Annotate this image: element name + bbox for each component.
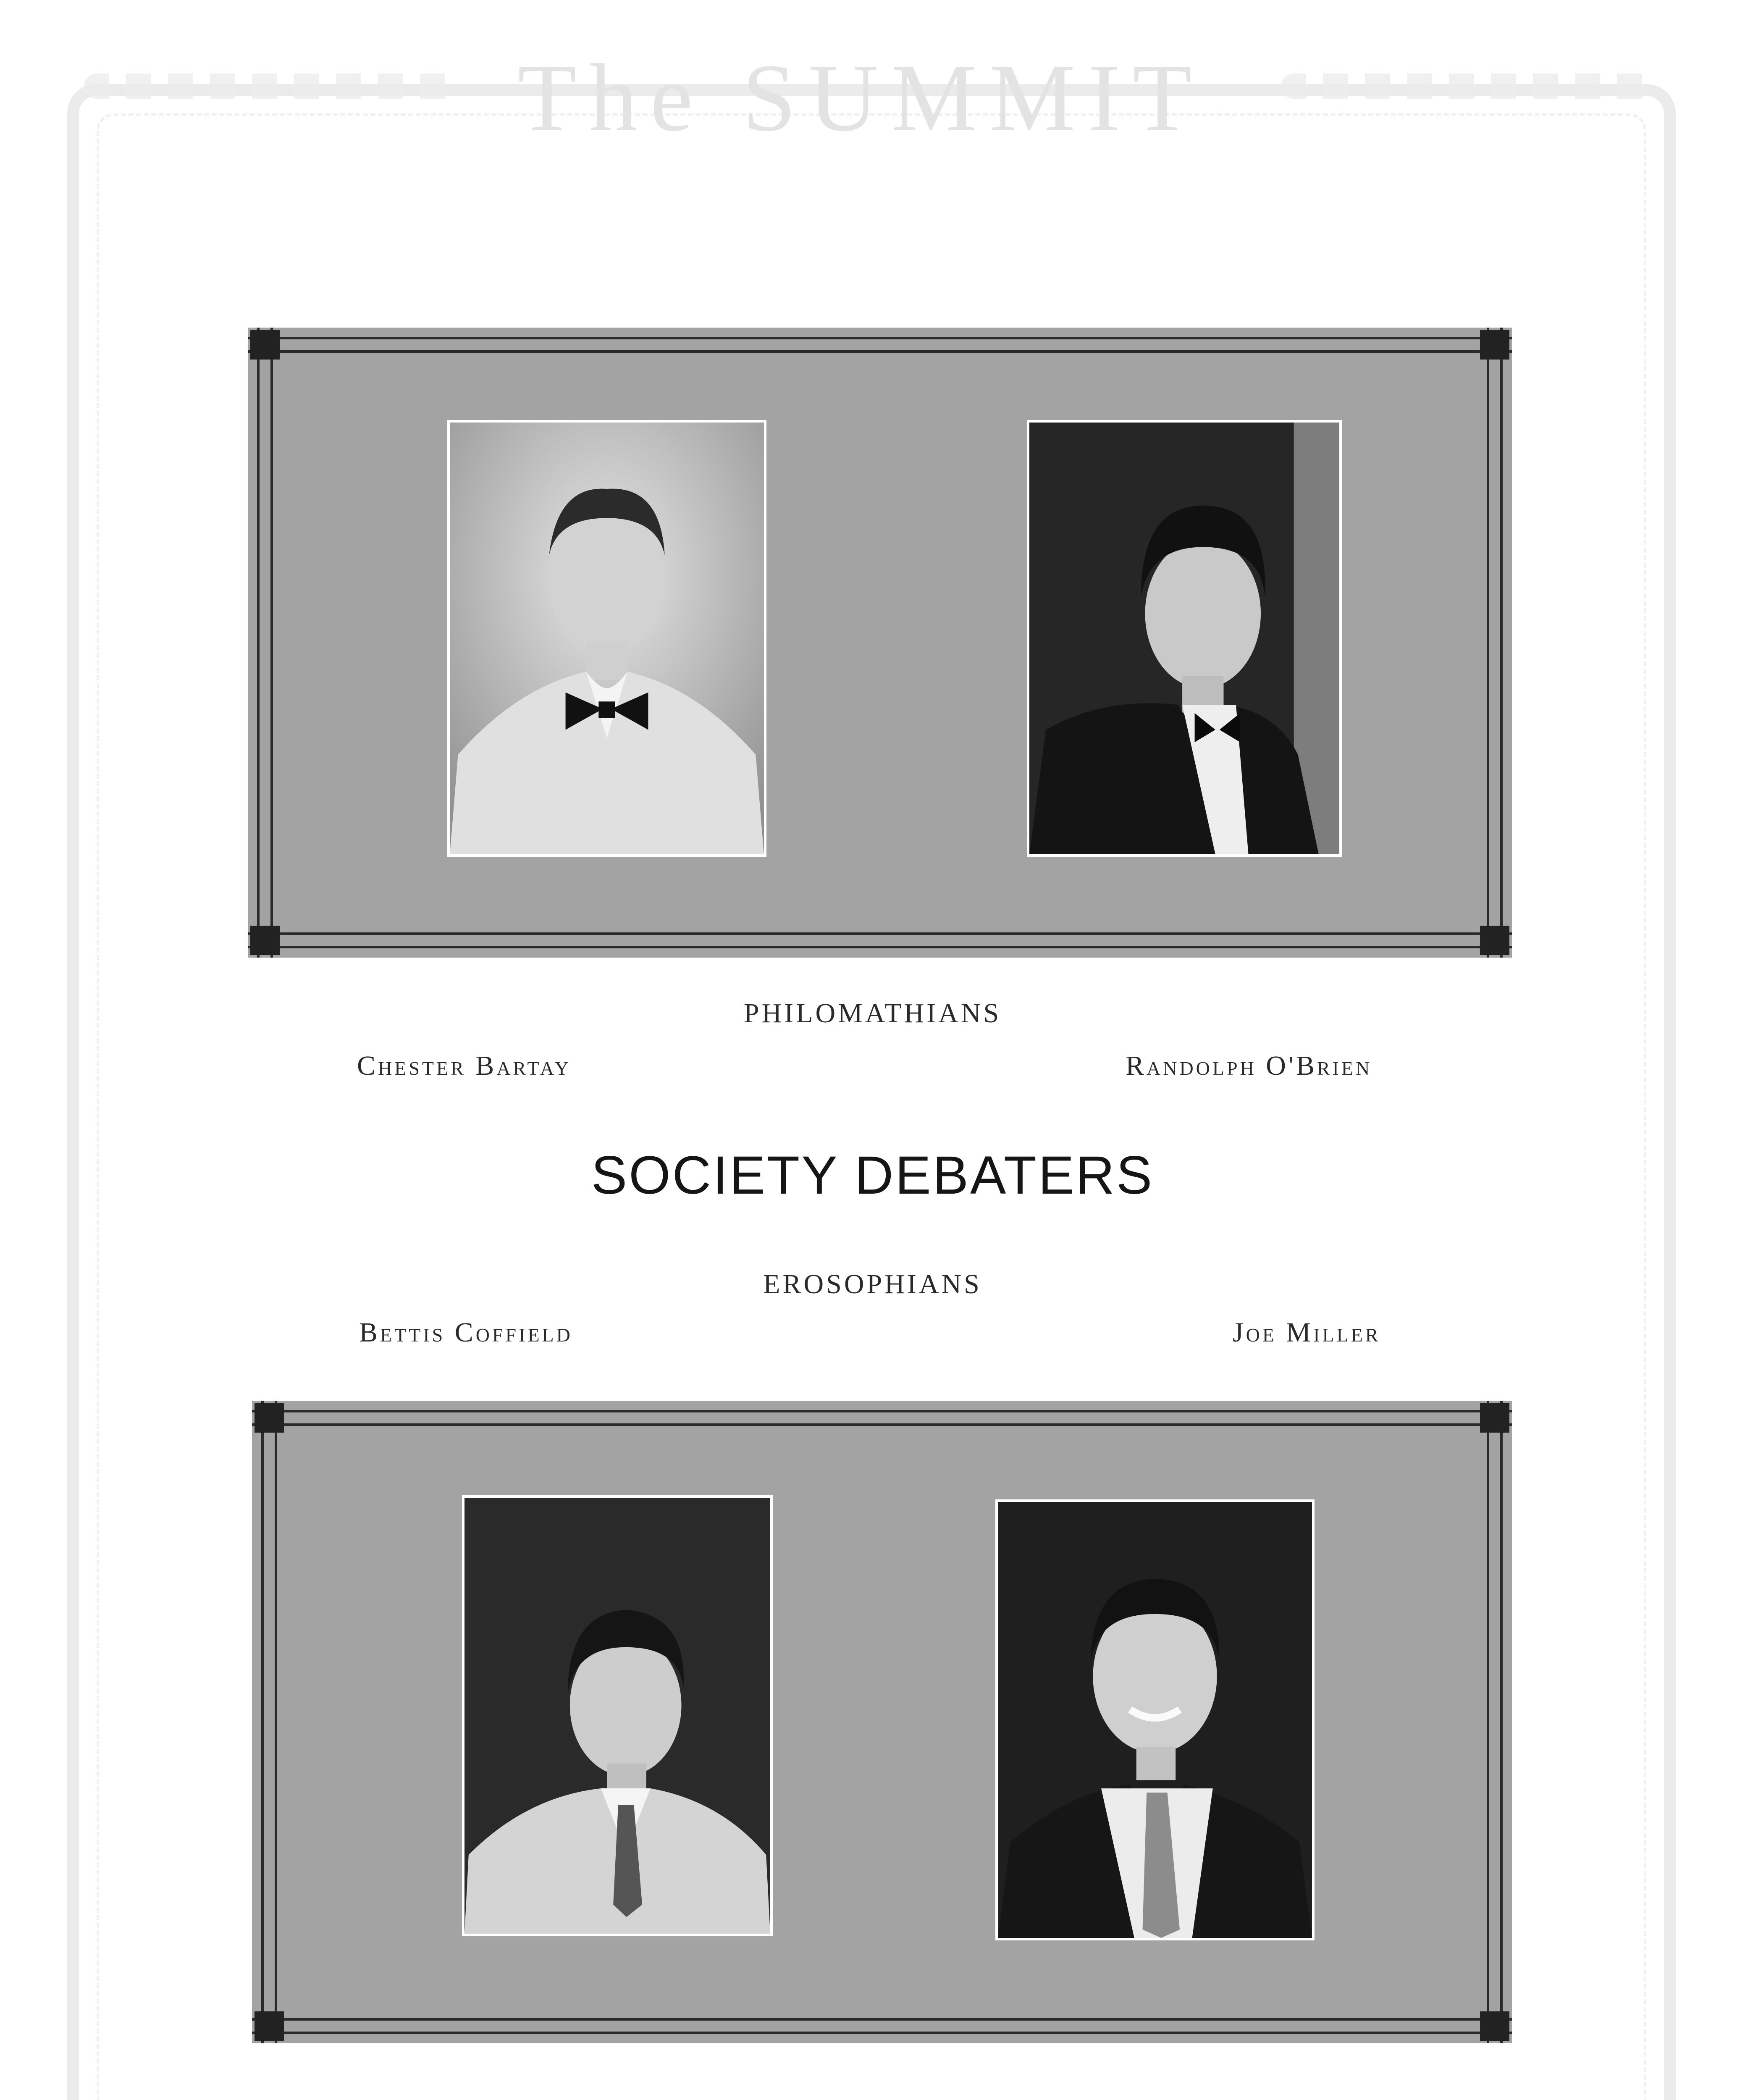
top-photo-panel bbox=[248, 328, 1512, 958]
corner-ornament-icon bbox=[1480, 2011, 1509, 2041]
corner-ornament-icon bbox=[1480, 926, 1509, 955]
group-label-erosophians: EROSOPHIANS bbox=[763, 1269, 982, 1299]
corner-ornament-icon bbox=[250, 330, 280, 360]
panel-rule bbox=[248, 350, 1512, 353]
group-label-philomathians: PHILOMATHIANS bbox=[743, 998, 1002, 1029]
panel-rule bbox=[270, 328, 273, 958]
panel-rule bbox=[248, 946, 1512, 948]
panel-rule bbox=[275, 1401, 277, 2043]
panel-rule bbox=[1487, 328, 1489, 958]
panel-rule bbox=[261, 1401, 264, 2043]
panel-rule bbox=[252, 2032, 1512, 2034]
name-randolph-obrien: Randolph O'Brien bbox=[1126, 1050, 1372, 1081]
portrait-photo-bettis-coffield bbox=[462, 1495, 773, 1936]
corner-ornament-icon bbox=[255, 1403, 284, 1433]
bottom-photo-panel bbox=[252, 1401, 1512, 2043]
portrait-photo-joe-miller bbox=[995, 1499, 1315, 1940]
corner-ornament-icon bbox=[1480, 1403, 1509, 1433]
portrait-photo-randolph-obrien bbox=[1027, 420, 1342, 857]
corner-ornament-icon bbox=[255, 2011, 284, 2041]
panel-rule bbox=[1500, 328, 1503, 958]
panel-rule bbox=[252, 1410, 1512, 1412]
vine-border-right-icon bbox=[1281, 74, 1659, 99]
panel-rule bbox=[1487, 1401, 1489, 2043]
header-banner bbox=[420, 17, 1302, 151]
header-title: The SUMMIT bbox=[517, 44, 1204, 151]
panel-rule bbox=[257, 328, 260, 958]
name-chester-bartay: Chester Bartay bbox=[357, 1050, 572, 1081]
page-title: SOCIETY DEBATERS bbox=[591, 1145, 1154, 1205]
panel-rule bbox=[252, 1423, 1512, 1426]
corner-ornament-icon bbox=[1480, 330, 1509, 360]
panel-rule bbox=[252, 2018, 1512, 2021]
panel-rule bbox=[1500, 1401, 1503, 2043]
name-bettis-coffield: Bettis Coffield bbox=[359, 1317, 573, 1348]
panel-rule bbox=[248, 337, 1512, 339]
portrait-photo-chester-bartay bbox=[447, 420, 766, 857]
corner-ornament-icon bbox=[250, 926, 280, 955]
panel-rule bbox=[248, 932, 1512, 935]
vine-border-left-icon bbox=[84, 74, 462, 99]
name-joe-miller: Joe Miller bbox=[1233, 1317, 1381, 1348]
